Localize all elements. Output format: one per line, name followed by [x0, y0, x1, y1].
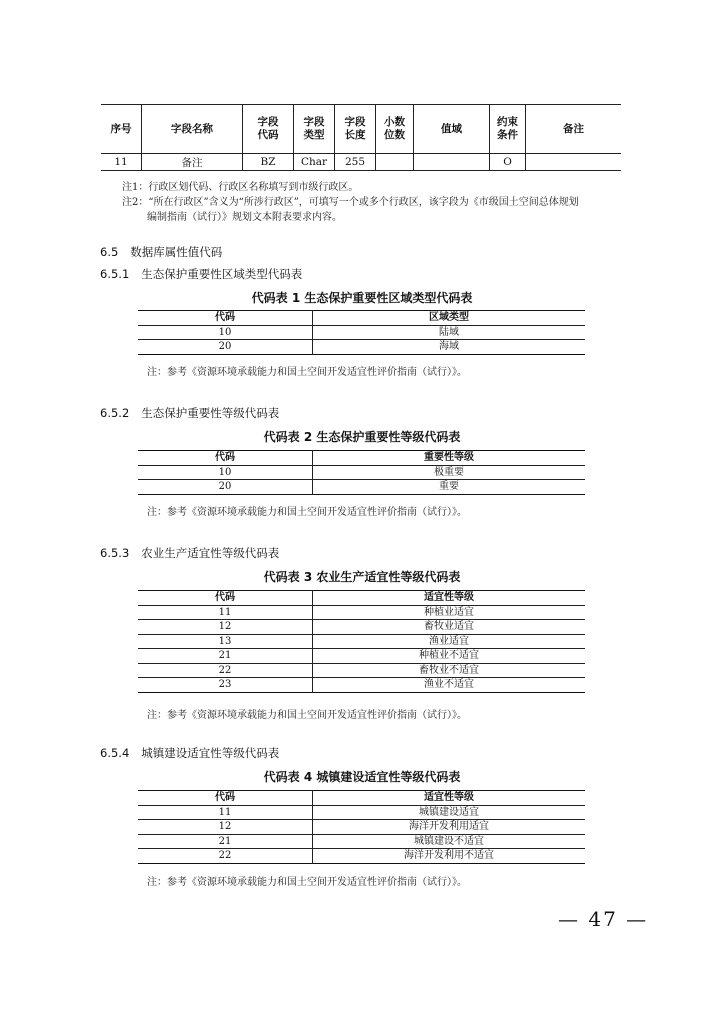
table-row — [138, 465, 585, 480]
table-cell: Char — [294, 154, 335, 171]
table-cell: 11 — [138, 605, 313, 620]
table-cell: 陆域 — [313, 325, 586, 340]
table-row — [138, 480, 585, 495]
subsection-heading — [100, 545, 279, 561]
table-header-row — [138, 451, 585, 466]
subsection-heading — [100, 745, 279, 761]
header-cell: 备注 — [526, 105, 622, 154]
table-reference-note: 注：参考《资源环境承载能力和国土空间开发适宜性评价指南（试行）》。 — [147, 877, 467, 888]
table-cell: 10 — [138, 325, 313, 340]
note-1: 注1：行政区划代码、行政区名称填写到市级行政区。 — [122, 182, 359, 193]
table-row — [138, 620, 585, 635]
subsection-heading — [100, 266, 302, 282]
table-cell: 12 — [138, 620, 313, 635]
section-number: 6.5 — [100, 245, 119, 259]
code-table-4 — [138, 790, 585, 864]
table-cell — [526, 154, 622, 171]
header-cell: 字段 代码 — [243, 105, 294, 154]
table-cell: 种植业适宜 — [313, 605, 586, 620]
table-cell: 城镇建设不适宜 — [313, 834, 586, 849]
subsection-title: 农业生产适宜性等级代码表 — [141, 546, 280, 560]
table-row — [138, 340, 585, 355]
header-cell: 适宜性等级 — [313, 791, 586, 806]
header-cell: 代码 — [138, 591, 313, 606]
code-table-2 — [138, 450, 585, 495]
note-2: 注2：“所在行政区”含义为“所涉行政区”，可填写一个或多个行政区，该字段为《市级国土空间总体规划 — [122, 197, 579, 208]
table-row — [101, 154, 621, 171]
table-cell: 10 — [138, 465, 313, 480]
table-row — [138, 849, 585, 864]
section-title: 数据库属性值代码 — [130, 245, 223, 259]
table-cell: O — [490, 154, 526, 171]
code-table-3 — [138, 590, 585, 693]
header-cell: 序号 — [101, 105, 142, 154]
table-cell: 23 — [138, 678, 313, 693]
header-cell: 重要性等级 — [313, 451, 586, 466]
table-caption: 代码表 4 城镇建设适宜性等级代码表 — [263, 770, 461, 784]
table-reference-note: 注：参考《资源环境承载能力和国土空间开发适宜性评价指南（试行）》。 — [147, 710, 467, 721]
table-cell: 畜牧业适宜 — [313, 620, 586, 635]
table-cell: 22 — [138, 663, 313, 678]
table-cell: 11 — [101, 154, 142, 171]
table-cell: 255 — [335, 154, 376, 171]
table-cell: 城镇建设适宜 — [313, 805, 586, 820]
table-row — [138, 678, 585, 693]
code-table-1 — [138, 310, 585, 355]
table-cell: 海洋开发利用适宜 — [313, 820, 586, 835]
table-cell: 11 — [138, 805, 313, 820]
table-header-row — [138, 591, 585, 606]
section-heading — [100, 244, 222, 260]
table-cell: 13 — [138, 634, 313, 649]
subsection-title: 生态保护重要性等级代码表 — [141, 406, 280, 420]
note-2-continued: 编制指南（试行）》规划文本附表要求内容。 — [147, 212, 342, 223]
table-row — [138, 805, 585, 820]
header-cell: 字段 类型 — [294, 105, 335, 154]
table-cell: 20 — [138, 480, 313, 495]
subsection-number: 6.5.4 — [100, 746, 130, 760]
table-cell: 海洋开发利用不适宜 — [313, 849, 586, 864]
header-cell: 字段 长度 — [335, 105, 376, 154]
header-cell: 字段名称 — [142, 105, 243, 154]
table-cell — [414, 154, 490, 171]
table-reference-note: 注：参考《资源环境承载能力和国土空间开发适宜性评价指南（试行）》。 — [147, 507, 467, 518]
header-cell: 代码 — [138, 451, 313, 466]
header-cell: 区域类型 — [313, 311, 586, 326]
table-row — [138, 605, 585, 620]
table-row — [138, 325, 585, 340]
header-cell: 代码 — [138, 791, 313, 806]
table-cell: 种植业不适宜 — [313, 649, 586, 664]
subsection-number: 6.5.2 — [100, 406, 130, 420]
header-cell: 值域 — [414, 105, 490, 154]
table-row — [138, 634, 585, 649]
table-cell: 备注 — [142, 154, 243, 171]
header-cell: 小数 位数 — [376, 105, 414, 154]
subsection-heading — [100, 405, 279, 421]
field-table — [101, 104, 621, 171]
table-cell — [376, 154, 414, 171]
table-cell: 渔业不适宜 — [313, 678, 586, 693]
table-row — [138, 663, 585, 678]
table-cell: 12 — [138, 820, 313, 835]
page-number: — 47 — — [558, 907, 649, 931]
table-caption: 代码表 1 生态保护重要性区域类型代码表 — [251, 291, 473, 305]
table-caption: 代码表 3 农业生产适宜性等级代码表 — [263, 570, 461, 584]
subsection-title: 生态保护重要性区域类型代码表 — [141, 267, 303, 281]
table-cell: 极重要 — [313, 465, 586, 480]
field-table-header-row — [101, 105, 621, 154]
subsection-number: 6.5.1 — [100, 267, 130, 281]
table-cell: 重要 — [313, 480, 586, 495]
table-reference-note: 注：参考《资源环境承载能力和国土空间开发适宜性评价指南（试行）》。 — [147, 367, 467, 378]
subsection-title: 城镇建设适宜性等级代码表 — [141, 746, 280, 760]
table-caption: 代码表 2 生态保护重要性等级代码表 — [263, 430, 461, 444]
table-cell: 22 — [138, 849, 313, 864]
table-row — [138, 820, 585, 835]
table-cell: 20 — [138, 340, 313, 355]
table-cell: 21 — [138, 649, 313, 664]
table-row — [138, 834, 585, 849]
table-cell: 渔业适宜 — [313, 634, 586, 649]
header-cell: 代码 — [138, 311, 313, 326]
table-header-row — [138, 311, 585, 326]
table-row — [138, 649, 585, 664]
subsection-number: 6.5.3 — [100, 546, 130, 560]
table-cell: 畜牧业不适宜 — [313, 663, 586, 678]
header-cell: 约束 条件 — [490, 105, 526, 154]
table-cell: 21 — [138, 834, 313, 849]
table-header-row — [138, 791, 585, 806]
table-cell: BZ — [243, 154, 294, 171]
header-cell: 适宜性等级 — [313, 591, 586, 606]
table-cell: 海域 — [313, 340, 586, 355]
